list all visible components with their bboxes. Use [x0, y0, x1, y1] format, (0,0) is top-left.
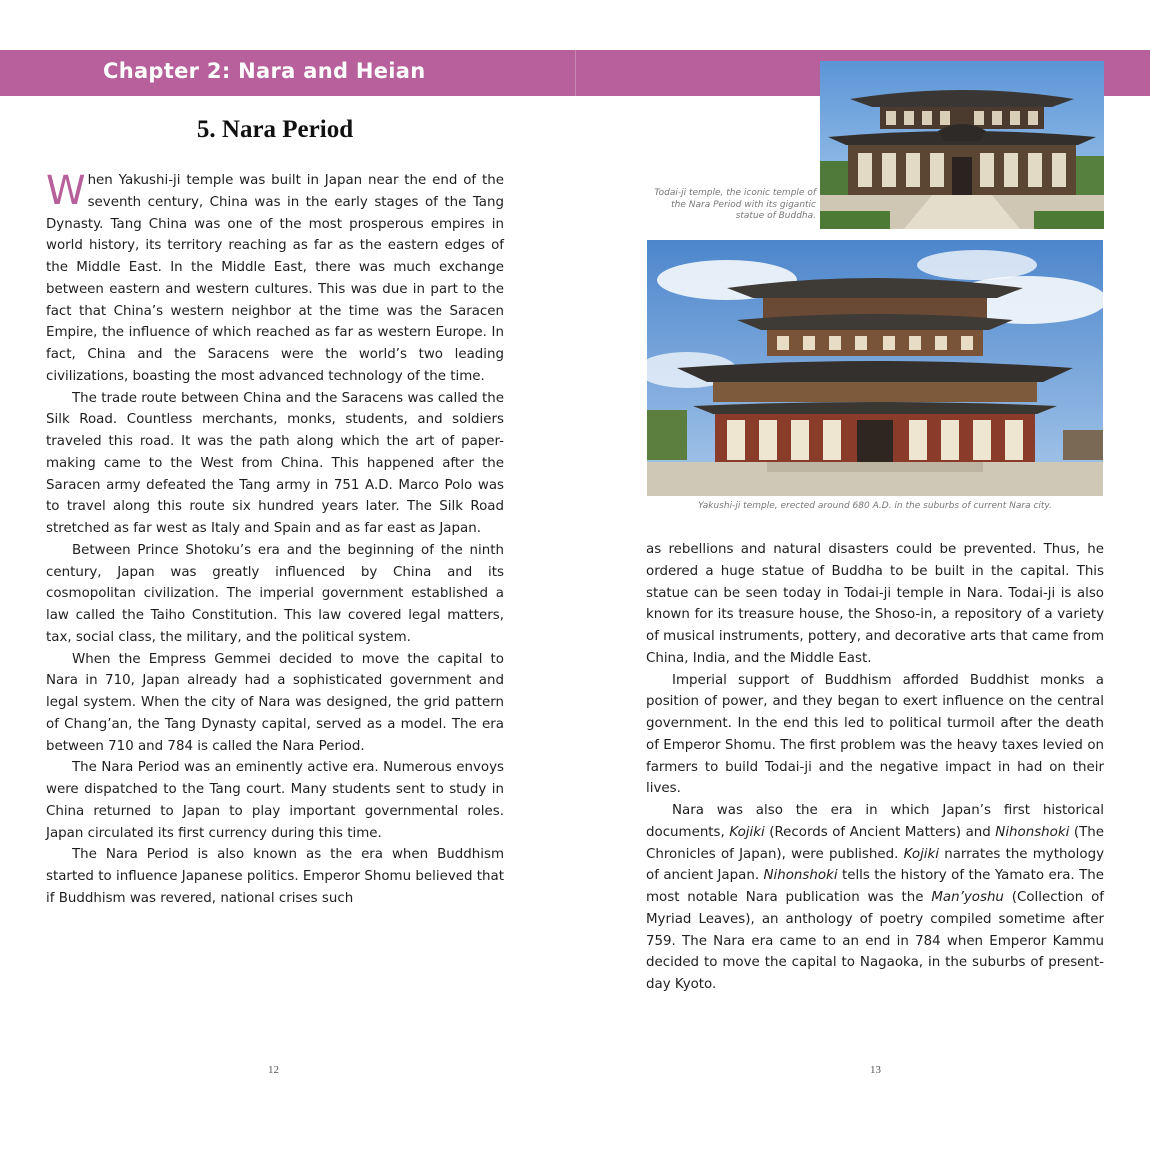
text-run: Nara was also the era in which Japan’s first historical documents, — [646, 803, 1104, 840]
spread-gutter — [575, 50, 576, 96]
drop-cap: W — [46, 168, 86, 214]
paragraph: Imperial support of Buddhism afforded Buddhist monks a position of power, and they began to exert influence on the central government. In the end this led to political turmoil after the death of Emperor Shomu. The first problem was the heavy taxes levied on farmers to build Todai-ji and the negative impact in had on their lives. — [646, 672, 1104, 797]
book-title: Kojiki — [903, 846, 939, 862]
book-title: Nihonshoki — [995, 824, 1070, 840]
paragraph: The trade route between China and the Saracens was called the Silk Road. Countless merchants, monks, students, and soldiers traveled this road. It was the path along which the art of paper-making came to the West from China. This happened after the Saracen army defeated the Tang army in 751 A.D. Marco Polo was to travel along this route six hundred years later. The Silk Road stretched as far west as Italy and Spain and as far east as Japan. — [46, 390, 504, 536]
page-number-left: 12 — [268, 1064, 279, 1076]
paragraph — [646, 800, 1104, 996]
book-title: Kojiki — [729, 824, 765, 840]
section-title: 5. Nara Period — [196, 116, 354, 143]
text-run: narrates the mythology of ancient Japan. — [646, 846, 1104, 884]
paragraph: Between Prince Shotoku’s era and the beginning of the ninth century, Japan was greatly influenced by China and its cosmopolitan civilization. The imperial government established a law called the Taiho Constitution. This law covered legal matters, tax, social class, the military, and the political system. — [46, 542, 504, 645]
yakushiji-photo — [647, 240, 1103, 496]
todaiji-photo — [820, 61, 1104, 229]
paragraph: The Nara Period was an eminently active era. Numerous envoys were dispatched to the Tang court. Many students sent to study in China returned to Japan to play important governmental roles. Japan circulated its first currency during this time. — [46, 760, 504, 841]
todaiji-caption: Todai-ji temple, the iconic temple of the Nara Period with its gigantic statue of Buddha. — [654, 188, 816, 221]
right-text-column — [646, 539, 1104, 996]
book-title: Man’yoshu — [931, 890, 1004, 905]
paragraph: When the Empress Gemmei decided to move the capital to Nara in 710, Japan already had a sophisticated government and legal system. When the city of Nara was designed, the grid pattern of Chang’an, the Tang Dynasty capital, served as a model. The era between 710 and 784 is called the Nara Period. — [46, 651, 504, 754]
text-run: tells the history of the Yamato era. The most notable Nara publication was the — [646, 868, 1105, 905]
paragraph: The Nara Period is also known as the era when Buddhism started to influence Japanese politics. Emperor Shomu believed that if Buddhism was revered, national crises such — [46, 847, 504, 906]
text-run: (Records of Ancient Matters) and — [764, 824, 996, 840]
book-title: Nihonshoki — [763, 868, 838, 884]
chapter-title: Chapter 2: Nara and Heian — [103, 59, 426, 83]
yakushiji-caption: Yakushi-ji temple, erected around 680 A.D. in the suburbs of current Nara city. — [698, 501, 1052, 511]
paragraph-text: hen Yakushi-ji temple was built in Japan near the end of the seventh century, China was in the early stages of the Tang Dynasty. Tang China was one of the most prosperous empires in world history, its territory reaching as far as the eastern edges of the Middle East. In the Middle East, there was much exchange between eastern and western cultures. This was due in part to the fact that China’s western neighbor at the time was the Saracen Empire, the influence of which reached as far as western Europe. In fact, China and the Saracens were the world’s two leading civilizations, boasting the most advanced technology of the time. — [46, 173, 504, 384]
paragraph — [46, 170, 504, 388]
page-number-right: 13 — [870, 1064, 881, 1076]
paragraph: as rebellions and natural disasters could be prevented. Thus, he ordered a huge statue of Buddha to be built in the capital. This statue can be seen today in Todai-ji temple in Nara. Todai-ji is also known for its treasure house, the Shoso-in, a repository of a variety of musical instruments, pottery, and decorative arts that came from China, India, and the Middle East. — [646, 542, 1105, 666]
text-run: (The Chronicles of Japan), were published. — [646, 824, 1104, 862]
text-run: (Collection of Myriad Leaves), an anthology of poetry compiled sometime after 759. The Nara era came to an end in 784 when Emperor Kammu decided to move the capital to Nagaoka, in the suburbs of present-day Kyoto. — [646, 890, 1104, 992]
left-text-column — [46, 170, 504, 910]
